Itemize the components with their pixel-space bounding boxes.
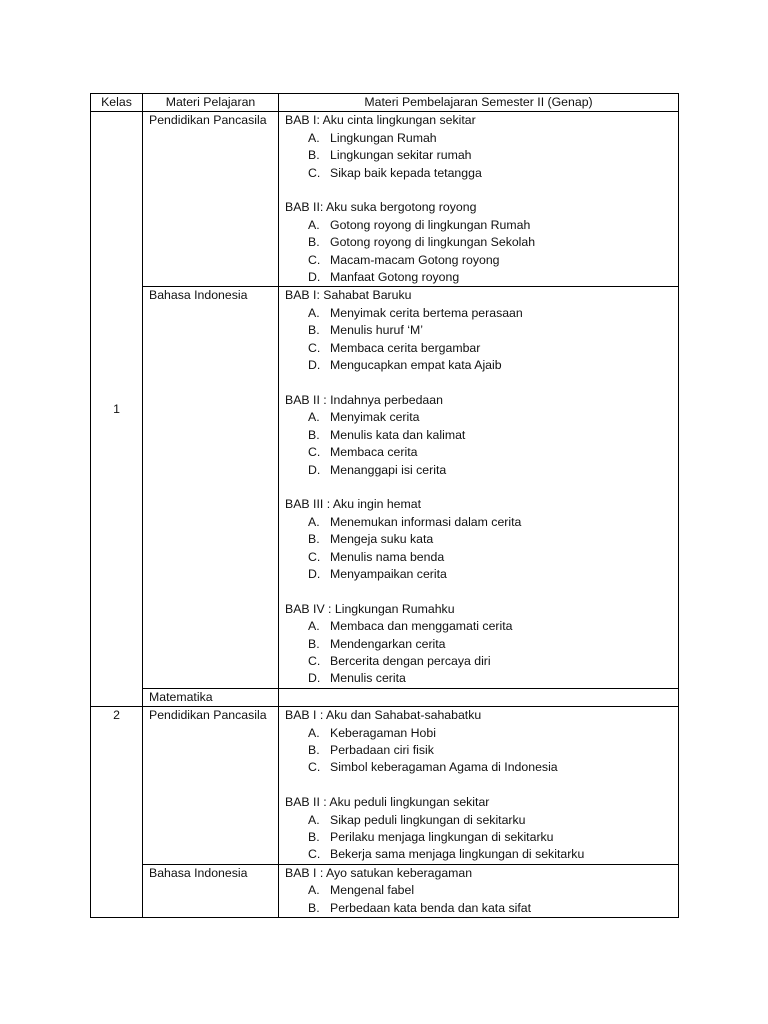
chapter-title: BAB IV : Lingkungan Rumahku — [285, 601, 455, 616]
content-cell — [279, 864, 679, 917]
list-item-text: Menulis huruf ‘M’ — [330, 323, 423, 338]
list-item-text: Macam-macam Gotong royong — [330, 252, 500, 267]
subject-cell: Pendidikan Pancasila — [143, 707, 279, 865]
list-item-text: Menyampaikan cerita — [330, 566, 447, 581]
list-item — [285, 130, 672, 147]
topic-list — [285, 812, 672, 864]
header-materi-semester: Materi Pembelajaran Semester II (Genap) — [279, 94, 679, 112]
kelas-cell: 2 — [91, 707, 143, 918]
list-marker: A. — [308, 130, 320, 145]
list-marker: A. — [308, 217, 320, 232]
list-item — [285, 340, 672, 357]
list-marker: A. — [308, 305, 320, 320]
list-item — [285, 252, 672, 269]
list-item-text: Perilaku menjaga lingkungan di sekitarku — [330, 829, 554, 844]
list-marker: B. — [308, 148, 320, 163]
chapter-title: BAB I: Aku cinta lingkungan sekitar — [285, 113, 476, 128]
list-item — [285, 531, 672, 548]
list-item-text: Menanggapi isi cerita — [330, 462, 447, 477]
list-item — [285, 357, 672, 374]
list-item — [285, 322, 672, 339]
list-item — [285, 462, 672, 479]
curriculum-table — [90, 93, 679, 918]
list-marker: B. — [308, 323, 320, 338]
list-item-text: Mengenal fabel — [330, 883, 415, 898]
list-item — [285, 900, 672, 917]
content-cell — [279, 707, 679, 865]
spacer — [285, 374, 672, 391]
list-item-text: Bekerja sama menjaga lingkungan di sekitarku — [330, 847, 585, 862]
list-marker: C. — [308, 340, 321, 355]
list-marker: C. — [308, 653, 321, 668]
list-item — [285, 234, 672, 251]
list-marker: A. — [308, 812, 320, 827]
list-item — [285, 812, 672, 829]
list-item — [285, 882, 672, 899]
list-item-text: Bercerita dengan percaya diri — [330, 653, 491, 668]
spacer — [285, 182, 672, 199]
content-cell — [279, 287, 679, 688]
list-item-text: Sikap baik kepada tetangga — [330, 165, 482, 180]
list-marker: D. — [308, 358, 321, 373]
topic-list — [285, 514, 672, 584]
table-row — [91, 287, 679, 688]
chapter-title: BAB II : Aku peduli lingkungan sekitar — [285, 795, 490, 810]
list-item — [285, 549, 672, 566]
list-marker: D. — [308, 270, 321, 285]
list-item — [285, 566, 672, 583]
list-item-text: Perbadaan ciri fisik — [330, 742, 434, 757]
list-item — [285, 217, 672, 234]
list-item-text: Manfaat Gotong royong — [330, 270, 460, 285]
list-marker: C. — [308, 252, 321, 267]
list-marker: C. — [308, 847, 321, 862]
content-cell — [279, 112, 679, 287]
list-marker: B. — [308, 742, 320, 757]
topic-list — [285, 130, 672, 182]
list-item — [285, 670, 672, 687]
list-marker: B. — [308, 235, 320, 250]
list-item — [285, 427, 672, 444]
subject-cell: Bahasa Indonesia — [143, 287, 279, 688]
subject-cell: Pendidikan Pancasila — [143, 112, 279, 287]
list-item — [285, 725, 672, 742]
topic-list — [285, 725, 672, 777]
list-item — [285, 618, 672, 635]
chapter-title: BAB III : Aku ingin hemat — [285, 497, 422, 512]
chapter-title: BAB I: Sahabat Baruku — [285, 288, 412, 303]
content-cell — [279, 688, 679, 706]
list-item — [285, 409, 672, 426]
list-item-text: Menyimak cerita — [330, 410, 420, 425]
topic-list — [285, 305, 672, 375]
list-marker: C. — [308, 760, 321, 775]
list-item — [285, 269, 672, 286]
table-row — [91, 864, 679, 917]
topic-list — [285, 882, 672, 917]
list-marker: D. — [308, 566, 321, 581]
list-item-text: Menyimak cerita bertema perasaan — [330, 305, 523, 320]
list-marker: A. — [308, 883, 320, 898]
kelas-cell: 1 — [91, 112, 143, 707]
list-item — [285, 305, 672, 322]
list-item-text: Keberagaman Hobi — [330, 725, 436, 740]
list-marker: B. — [308, 427, 320, 442]
list-item — [285, 653, 672, 670]
list-marker: B. — [308, 532, 320, 547]
list-item-text: Perbedaan kata benda dan kata sifat — [330, 900, 532, 915]
list-item-text: Simbol keberagaman Agama di Indonesia — [330, 760, 558, 775]
list-item-text: Membaca cerita bergambar — [330, 340, 481, 355]
table-row — [91, 112, 679, 287]
table-row — [91, 688, 679, 706]
list-item-text: Lingkungan Rumah — [330, 130, 437, 145]
list-marker: D. — [308, 462, 321, 477]
list-marker: B. — [308, 829, 320, 844]
list-marker: A. — [308, 514, 320, 529]
list-item — [285, 846, 672, 863]
list-item-text: Menulis cerita — [330, 671, 406, 686]
topic-list — [285, 217, 672, 287]
list-item — [285, 444, 672, 461]
list-item — [285, 829, 672, 846]
list-item — [285, 165, 672, 182]
list-marker: A. — [308, 619, 320, 634]
header-kelas: Kelas — [91, 94, 143, 112]
list-marker: A. — [308, 725, 320, 740]
list-item-text: Membaca dan menggamati cerita — [330, 619, 513, 634]
list-item — [285, 759, 672, 776]
list-marker: C. — [308, 549, 321, 564]
spacer — [285, 583, 672, 600]
subject-cell: Matematika — [143, 688, 279, 706]
list-marker: C. — [308, 445, 321, 460]
list-marker: C. — [308, 165, 321, 180]
list-item-text: Gotong royong di lingkungan Sekolah — [330, 235, 536, 250]
list-item-text: Lingkungan sekitar rumah — [330, 148, 472, 163]
list-item-text: Menulis kata dan kalimat — [330, 427, 466, 442]
list-item-text: Menemukan informasi dalam cerita — [330, 514, 522, 529]
spacer — [285, 777, 672, 794]
list-marker: B. — [308, 900, 320, 915]
list-item — [285, 514, 672, 531]
chapter-title: BAB I : Aku dan Sahabat-sahabatku — [285, 708, 482, 723]
topic-list — [285, 618, 672, 688]
list-item — [285, 147, 672, 164]
table-row — [91, 707, 679, 865]
list-item — [285, 742, 672, 759]
chapter-title: BAB II: Aku suka bergotong royong — [285, 200, 477, 215]
list-marker: D. — [308, 671, 321, 686]
list-item-text: Membaca cerita — [330, 445, 418, 460]
chapter-title: BAB I : Ayo satukan keberagaman — [285, 865, 473, 880]
list-item-text: Menulis nama benda — [330, 549, 445, 564]
header-row — [91, 94, 679, 112]
list-item-text: Mengucapkan empat kata Ajaib — [330, 358, 502, 373]
chapter-title: BAB II : Indahnya perbedaan — [285, 392, 443, 407]
header-materi-pelajaran: Materi Pelajaran — [143, 94, 279, 112]
list-item-text: Mengeja suku kata — [330, 532, 434, 547]
list-item-text: Sikap peduli lingkungan di sekitarku — [330, 812, 526, 827]
list-item-text: Gotong royong di lingkungan Rumah — [330, 217, 531, 232]
list-marker: B. — [308, 636, 320, 651]
topic-list — [285, 409, 672, 479]
subject-cell: Bahasa Indonesia — [143, 864, 279, 917]
spacer — [285, 479, 672, 496]
list-item-text: Mendengarkan cerita — [330, 636, 446, 651]
table-body — [91, 112, 679, 918]
list-item — [285, 636, 672, 653]
list-marker: A. — [308, 410, 320, 425]
